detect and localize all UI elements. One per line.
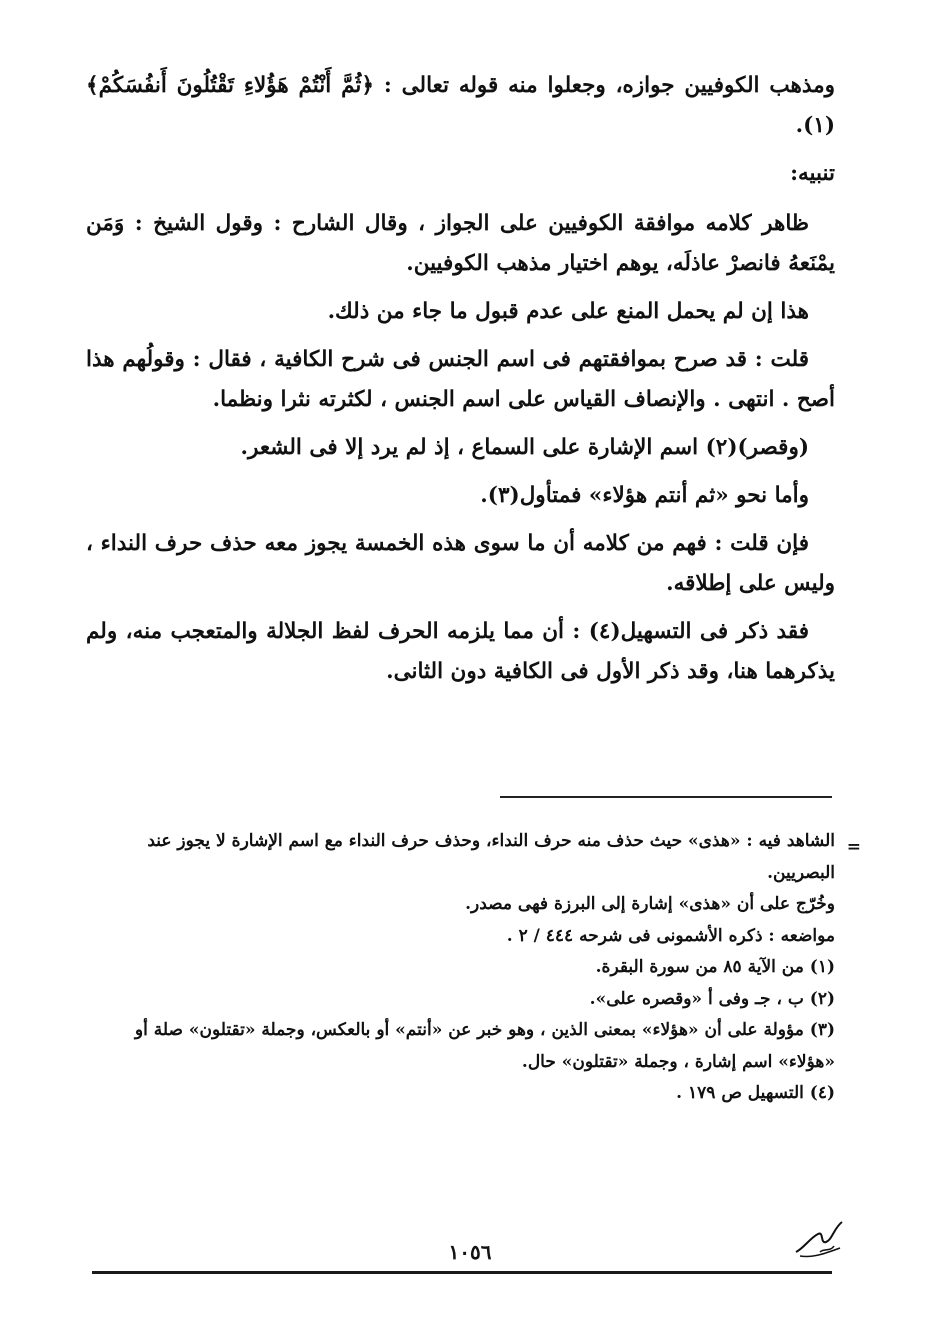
signature-mark <box>790 1208 850 1268</box>
footnote-4: (٤) التسهيل ص ١٧٩ . <box>676 1083 835 1103</box>
paragraph-interpretation: وأما نحو «ثم أنتم هؤلاء» فمتأول(٣). <box>480 483 809 508</box>
footnote-divider <box>500 796 832 798</box>
footnote-2: (٢) ب ، جـ وفى أ «وقصره على». <box>589 988 835 1009</box>
paragraph-i-said: قلت : قد صرح بموافقتهم فى اسم الجنس فى شرح الكافية ، فقال : وقولُهم هذا أصح . انتهى . والإنصاف القياس على اسم الجنس ، لكثرته نثرا ونظما. <box>86 347 835 412</box>
paragraph-unless: هذا إن لم يحمل المنع على عدم قبول ما جاء من ذلك. <box>327 299 809 324</box>
footnote-shahid: الشاهد فيه : «هذى» حيث حذف منه حرف النداء، وحذف حرف النداء مع اسم الإشارة لا يجوز عند البصريين. <box>147 831 835 883</box>
page-number: ١٠٥٦ <box>448 1240 492 1264</box>
main-text <box>86 66 835 700</box>
paragraph-kufi-opinion: ومذهب الكوفيين جوازه، وجعلوا منه قوله تعالى : ﴿ثُمَّ أَنْتُمْ هَؤُلاءِ تَقْتُلُونَ أَنفُسَكُمْ﴾(١). <box>86 73 835 138</box>
continuation-mark: = <box>846 837 861 857</box>
footnote-takhrij: وخُرّج على أن «هذى» إشارة إلى البرزة فهى مصدر. <box>465 894 835 914</box>
paragraph-apparent-speech: ظاهر كلامه موافقة الكوفيين على الجواز ، وقال الشارح : وقول الشيخ : وَمَن يمْنَعهُ فانصرْ عاذلَه، يوهم اختيار مذهب الكوفيين. <box>86 211 835 276</box>
paragraph-restriction: (وقصر)(٢) اسم الإشارة على السماع ، إذ لم يرد إلا فى الشعر. <box>240 435 809 460</box>
heading-note: تنبيه: <box>790 161 835 186</box>
bottom-rule <box>92 1271 832 1274</box>
footnotes <box>86 826 861 1110</box>
footnote-3: (٣) مؤولة على أن «هؤلاء» بمعنى الذين ، وهو خبر عن «أنتم» أو بالعكس، وجملة «تقتلون» صلة أو «هؤلاء» اسم إشارة ، وجملة «تقتلون» حال. <box>134 1020 835 1072</box>
paragraph-objection: فإن قلت : فهم من كلامه أن ما سوى هذه الخمسة يجوز معه حذف حرف النداء ، وليس على إطلاقه. <box>86 531 835 596</box>
paragraph-tashil: فقد ذكر فى التسهيل(٤) : أن مما يلزمه الحرف لفظ الجلالة والمتعجب منه، ولم يذكرهما هنا، وقد ذكر الأول فى الكافية دون الثانى. <box>86 619 835 684</box>
footnote-sources: مواضعه : ذكره الأشمونى فى شرحه ٤٤٤ / ٢ . <box>506 925 835 946</box>
footnote-1: (١) من الآية ٨٥ من سورة البقرة. <box>595 957 835 977</box>
